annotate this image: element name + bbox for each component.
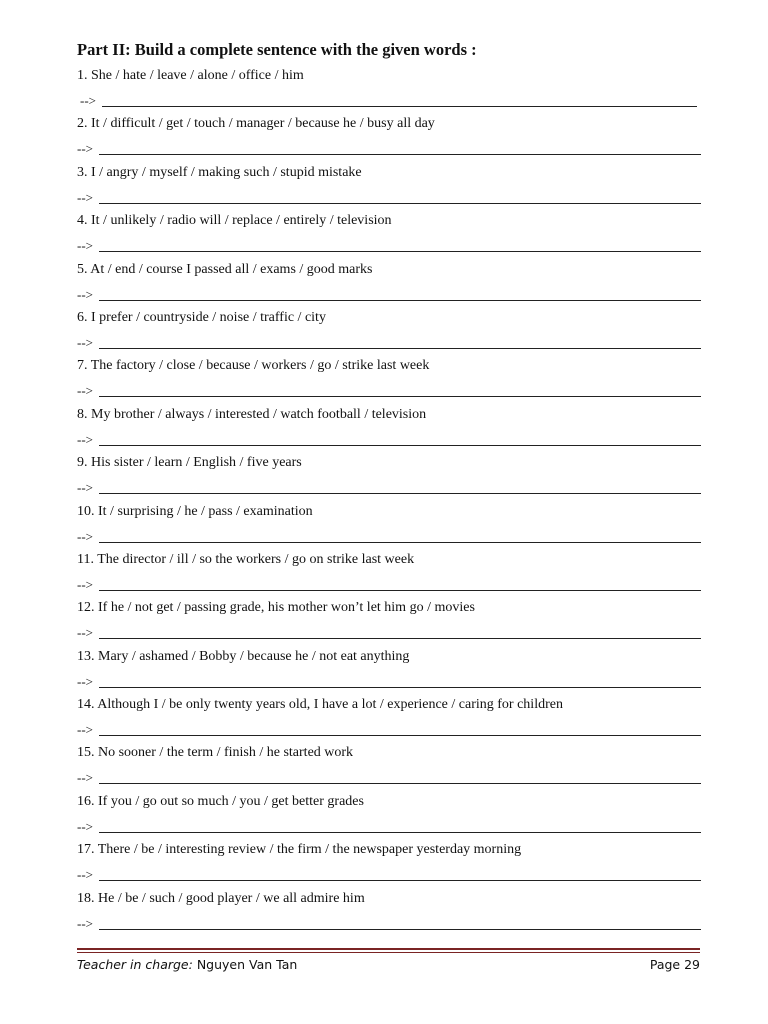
answer-line[interactable] (77, 93, 701, 109)
question-item (77, 405, 701, 453)
answer-line[interactable] (77, 480, 701, 496)
question-prompt: 10. It / surprising / he / pass / examination (77, 503, 313, 519)
page-number: Page 29 (649, 957, 700, 972)
section-title: Part II: Build a complete sentence with the given words : (77, 40, 477, 59)
answer-line[interactable] (77, 770, 701, 786)
question-prompt: 9. His sister / learn / English / five years (77, 455, 302, 471)
answer-line[interactable] (77, 577, 701, 593)
answer-arrow: --> (80, 93, 96, 108)
answer-line[interactable] (77, 722, 701, 738)
question-item (77, 695, 701, 743)
question-prompt: 8. My brother / always / interested / watch football / television (77, 406, 427, 422)
question-item (77, 114, 701, 162)
answer-blank (99, 203, 701, 204)
answer-arrow: --> (77, 576, 93, 592)
question-prompt: 14. Although I / be only twenty years old, I have a lot / experience / caring for children (77, 697, 563, 713)
question-item (77, 356, 701, 404)
answer-blank (99, 493, 701, 494)
answer-arrow: --> (77, 238, 93, 254)
question-item (77, 211, 701, 259)
footer-teacher (77, 957, 297, 972)
question-item (77, 792, 701, 840)
answer-blank (99, 832, 701, 833)
answer-arrow: --> (77, 722, 93, 738)
question-item (77, 840, 701, 888)
question-item (77, 453, 701, 501)
answer-blank (99, 154, 701, 155)
answer-line[interactable] (77, 238, 701, 254)
answer-blank (99, 300, 701, 301)
answer-line[interactable] (77, 529, 701, 545)
question-item (77, 550, 701, 598)
answer-blank (99, 880, 701, 881)
question-prompt: 1. She / hate / leave / alone / office / him (77, 68, 304, 83)
answer-arrow: --> (77, 867, 93, 883)
question-prompt: 5. At / end / course I passed all / exams / good marks (77, 261, 373, 277)
question-prompt: 18. He / be / such / good player / we all admire him (77, 890, 365, 906)
question-list (77, 66, 701, 937)
question-item (77, 598, 701, 646)
answer-arrow: --> (77, 334, 93, 350)
answer-blank (99, 783, 701, 784)
footer-divider (77, 948, 700, 950)
question-prompt: 4. It / unlikely / radio will / replace / entirely / television (77, 213, 392, 229)
answer-arrow: --> (77, 818, 93, 834)
answer-arrow: --> (77, 480, 93, 496)
answer-arrow: --> (77, 673, 93, 689)
answer-blank (99, 590, 701, 591)
question-prompt: 3. I / angry / myself / making such / stupid mistake (77, 164, 362, 180)
answer-blank (99, 251, 701, 252)
answer-line[interactable] (77, 335, 701, 351)
answer-blank (99, 348, 701, 349)
answer-arrow: --> (77, 528, 93, 544)
answer-line[interactable] (77, 916, 701, 932)
answer-blank (99, 638, 701, 639)
answer-line[interactable] (77, 383, 701, 399)
answer-line[interactable] (77, 190, 701, 206)
question-item (77, 66, 701, 114)
answer-blank (102, 106, 697, 107)
teacher-label: Teacher in charge: (77, 957, 193, 972)
question-item (77, 308, 701, 356)
answer-line[interactable] (77, 287, 701, 303)
answer-arrow: --> (77, 625, 93, 641)
answer-blank (99, 396, 701, 397)
answer-blank (99, 929, 701, 930)
question-prompt: 15. No sooner / the term / finish / he started work (77, 745, 354, 761)
footer-divider-thin (77, 952, 700, 953)
answer-line[interactable] (77, 141, 701, 157)
question-item (77, 163, 701, 211)
question-prompt: 16. If you / go out so much / you / get better grades (77, 793, 364, 809)
answer-line[interactable] (77, 674, 701, 690)
answer-line[interactable] (77, 625, 701, 641)
question-prompt: 6. I prefer / countryside / noise / traffic / city (77, 309, 326, 325)
answer-line[interactable] (77, 432, 701, 448)
answer-blank (99, 445, 701, 446)
teacher-name: Nguyen Van Tan (196, 957, 298, 972)
answer-arrow: --> (77, 431, 93, 447)
answer-line[interactable] (77, 819, 701, 835)
answer-arrow: --> (77, 770, 93, 786)
question-prompt: 7. The factory / close / because / workers / go / strike last week (77, 358, 430, 374)
question-prompt: 11. The director / ill / so the workers / go on strike last week (77, 551, 415, 567)
answer-arrow: --> (77, 141, 93, 157)
question-item (77, 647, 701, 695)
question-item (77, 502, 701, 550)
question-prompt: 12. If he / not get / passing grade, his mother won’t let him go / movies (77, 600, 475, 616)
question-prompt: 13. Mary / ashamed / Bobby / because he / not eat anything (77, 648, 410, 664)
answer-line[interactable] (77, 867, 701, 883)
answer-arrow: --> (77, 915, 93, 931)
question-item (77, 260, 701, 308)
question-prompt: 17. There / be / interesting review / the firm / the newspaper yesterday morning (77, 842, 522, 858)
answer-arrow: --> (77, 383, 93, 399)
answer-arrow: --> (77, 286, 93, 302)
answer-blank (99, 687, 701, 688)
answer-arrow: --> (77, 189, 93, 205)
question-item (77, 889, 701, 937)
question-item (77, 743, 701, 791)
answer-blank (99, 735, 701, 736)
answer-blank (99, 542, 701, 543)
question-prompt: 2. It / difficult / get / touch / manager / because he / busy all day (77, 116, 435, 132)
